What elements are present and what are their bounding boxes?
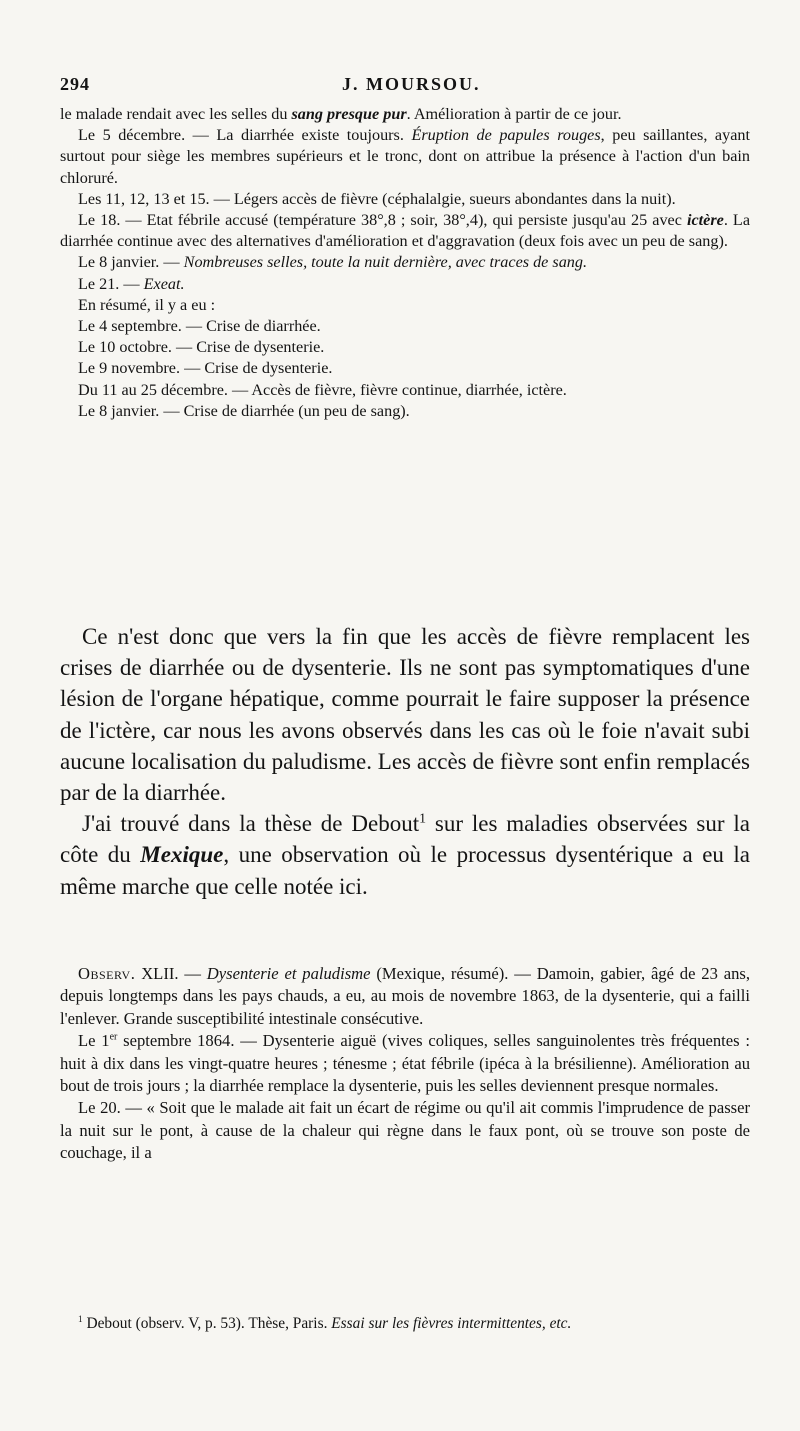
text-run: Observ. [78, 964, 136, 983]
text-run: Le 9 novembre. — Crise de dysenterie. [78, 359, 333, 378]
footnote-paragraph [60, 1313, 750, 1335]
case-record-paragraph [60, 189, 750, 210]
text-run: . Amélioration à partir de ce jour. [406, 105, 622, 123]
italic-text: Mexique [140, 842, 224, 868]
body-text-paragraph [60, 621, 750, 808]
text-run: , peu saillantes, ayant surtout pour siège les membres supérieurs et le tronc, dont on attribue la présence à l'action d'un bain chloruré. [60, 126, 750, 187]
page-header [60, 74, 750, 100]
case-record-paragraph [60, 252, 750, 273]
italic-text: Exeat. [143, 274, 185, 293]
text-run: Le 8 janvier. — Crise de diarrhée (un peu de sang). [78, 401, 410, 420]
text-run: Le 20. — « Soit que le malade ait fait un écart de régime ou qu'il ait commis l'imprudence de passer la nuit sur le pont, à cause de la chaleur qui règne dans le faux pont, où se trouve son poste de couchage, il a [60, 1098, 750, 1163]
text-run: , une observation où le processus dysentérique a eu la même marche que celle notée ici. [60, 842, 751, 899]
superscript: 1 [78, 1313, 83, 1324]
text-run: Le 8 janvier. — [78, 253, 184, 272]
text-run: Debout (observ. V, p. 53). Thèse, Paris. [82, 1315, 332, 1332]
case-record-paragraph [60, 337, 750, 358]
text-run: . La diarrhée continue avec des alternatives d'amélioration et d'aggravation (deux fois avec un peu de sang). [60, 211, 751, 251]
text-run: (Mexique, résumé). — Damoin, gabier, âgé de 23 ans, depuis longtemps dans les pays chauds, a eu, au mois de novembre 1863, de la dysenterie, qui a failli l'enlever. Grande susceptibilité intestinale consécutive. [60, 964, 750, 1028]
italic-text: ictère [686, 211, 724, 230]
superscript: 1 [419, 810, 426, 826]
case-record-paragraph [60, 125, 750, 189]
case-record-paragraph [60, 274, 750, 295]
page-number: 294 [60, 74, 90, 94]
italic-text: Éruption de papules rouges [411, 126, 601, 145]
text-run: Le 1 [78, 1031, 110, 1051]
text-run: XLII. — [135, 964, 207, 983]
running-head: J. MOURSOU. [342, 74, 481, 94]
case-record-paragraph [60, 104, 750, 125]
case-record-paragraph [60, 210, 750, 252]
case-record-paragraph [60, 401, 750, 422]
text-run: Ce n'est donc que vers la fin que les accès de fièvre remplacent les crises de diarrhée ou de dysenterie. Ils ne sont pas symptomatiques d'une lésion de l'organe hépatique, comme pourrait le faire supposer la présence de l'ictère, car nous les avons observés dans les cas où le foie n'avait subi aucune localisation du paludisme. Les accès de fièvre sont enfin remplacés par de la diarrhée. [60, 624, 750, 806]
body-text-block [60, 621, 750, 902]
text-run: sur les maladies observées sur la côte du [60, 811, 750, 868]
body-text-paragraph [60, 808, 750, 902]
case-record-paragraph [60, 316, 750, 337]
observation-paragraph [60, 1097, 750, 1164]
italic-text: Dysenterie et paludisme [206, 964, 371, 983]
text-run: Du 11 au 25 décembre. — Accès de fièvre, fièvre continue, diarrhée, ictère. [78, 380, 567, 399]
case-record-paragraph [60, 358, 750, 379]
case-record-paragraph [60, 380, 750, 401]
text-run: septembre 1864. — Dysenterie aiguë (vives coliques, selles sanguinolentes très fréquentes : huit à dix dans les vingt-quatre heures ; ténesme ; état fébrile (ipéca à la brésilienne). Amélioration au bout de trois jours ; la diarrhée remplace la dysenterie, puis les selles deviennent presque normales. [60, 1031, 751, 1096]
case-record-paragraph [60, 295, 750, 316]
text-run: Les 11, 12, 13 et 15. — Légers accès de fièvre (céphalalgie, sueurs abondantes dans la nuit). [78, 189, 676, 208]
text-run: Le 10 octobre. — Crise de dysenterie. [78, 338, 325, 357]
text-run: Le 21. — [78, 274, 144, 293]
text-run: Le 18. — Etat fébrile accusé (température 38°,8 ; soir, 38°,4), qui persiste jusqu'au 25 avec [78, 211, 687, 230]
italic-text: Essai sur les fièvres intermittentes, etc. [331, 1315, 572, 1332]
italic-text: Nombreuses selles, toute la nuit dernière, avec traces de sang. [183, 253, 588, 272]
superscript: er [109, 1031, 118, 1043]
observation-paragraph [60, 963, 750, 1030]
italic-text: sang presque pur [291, 105, 407, 123]
text-run: Le 5 décembre. — La diarrhée existe toujours. [78, 126, 412, 145]
text-run: Le 4 septembre. — Crise de diarrhée. [78, 317, 321, 336]
case-record-block [60, 104, 750, 422]
observation-block [60, 963, 750, 1165]
text-run: J'ai trouvé dans la thèse de Debout [82, 811, 420, 837]
observation-paragraph [60, 1030, 750, 1097]
text-run: En résumé, il y a eu : [78, 295, 216, 314]
text-run: le malade rendait avec les selles du [60, 105, 292, 123]
footnote-block [60, 1313, 750, 1335]
